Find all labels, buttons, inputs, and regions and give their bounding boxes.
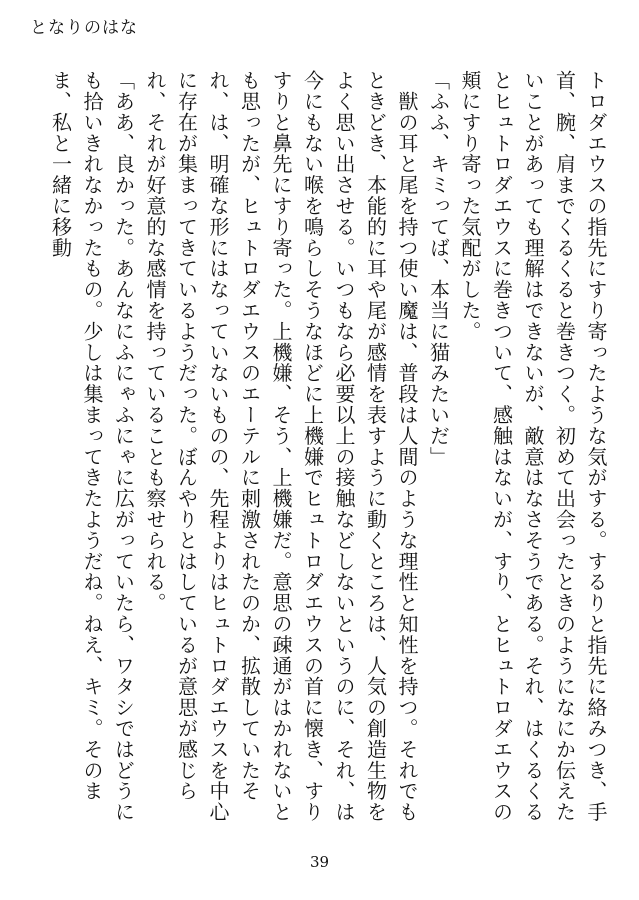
paragraph: トロダエウスの指先にすり寄ったような気がする。するりと指先に絡みつき、手首、腕、肩までくるくると巻きつく。初めて出会ったときのようになにか伝えたいことがあっても理解はできないが、敵意はなさそうである。それ、はくるくるとヒュトロダエウスに巻きついて、感触はないが、すり、とヒュトロダエウスの頬にすり寄った気配がした。 [458,70,608,823]
paragraph: 「ああ、良かった。あんなにふにゃふにゃに広がっていたら、ワタシではどうにも拾いきれなかったもの。少しは集まってきたようだね。ねえ、キミ。そのまま、私と一緒に移動 [48,70,136,823]
running-head: となりのはな [30,18,138,38]
paragraph: 獣の耳と尾を持つ使い魔は、普段は人間のような理性と知性を持つ。それでもときどき、本能的に耳や尾が感情を表すように動くところは、人気の創造生物をよく思い出させる。いつもなら必要以上の接触などしないというのに、それ、は今にもない喉を鳴らしそうなほどに上機嫌でヒュトロダエウスの首に懐き、すりすりと鼻先にすり寄った。上機嫌、そう、上機嫌だ。意思の疎通がはかれないとも思ったが、ヒュトロダエウスのエーテルに刺激されたのか、拡散していたそれ、は、明確な形にはなっていないものの、先程よりはヒュトロダエウスを中心に存在が集まってきているようだった。ぼんやりとはしているが意思が感じられ、それが好意的な感情を持っていることも察せられる。 [143,70,419,823]
paragraph: 「ふふ、キミってば、本当に猫みたいだ」 [426,70,451,468]
body-text [26,70,611,835]
page-number: 39 [309,853,330,871]
